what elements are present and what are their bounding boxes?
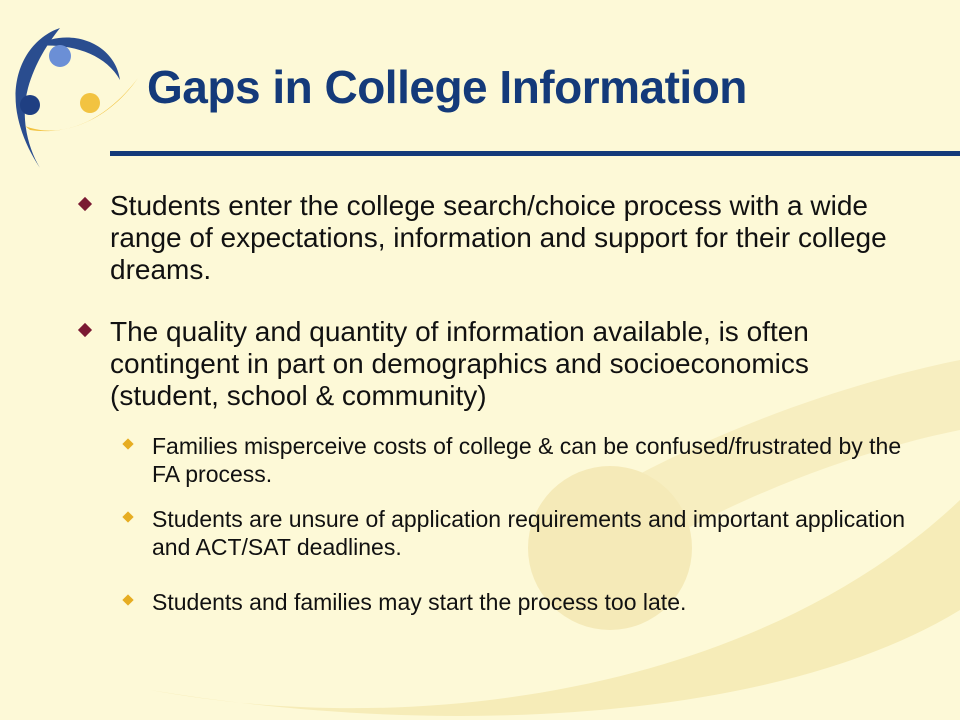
sub-bullet-text: Students are unsure of application requirements and important application and ACT/SAT deadlines. (152, 506, 906, 560)
sub-bullet-item (124, 432, 924, 488)
sub-bullet-text: Students and families may start the process too late. (152, 589, 687, 615)
diamond-bullet-icon (122, 594, 133, 605)
bullet-item (80, 316, 920, 412)
bullet-text: Students enter the college search/choice process with a wide range of expectations, information and support for their college dreams. (110, 190, 887, 285)
diamond-bullet-icon (78, 197, 92, 211)
sub-bullet-item (124, 588, 924, 616)
sub-bullet-item (124, 505, 924, 561)
bullet-text: The quality and quantity of information available, is often contingent in part on demographics and socioeconomics (student, school & community) (110, 316, 809, 411)
slide-title: Gaps in College Information (147, 61, 747, 113)
title-underline (110, 151, 960, 156)
diamond-bullet-icon (122, 438, 133, 449)
sub-bullet-text: Families misperceive costs of college & can be confused/frustrated by the FA process. (152, 433, 902, 487)
bullet-item (80, 190, 920, 286)
diamond-bullet-icon (122, 511, 133, 522)
diamond-bullet-icon (78, 323, 92, 337)
